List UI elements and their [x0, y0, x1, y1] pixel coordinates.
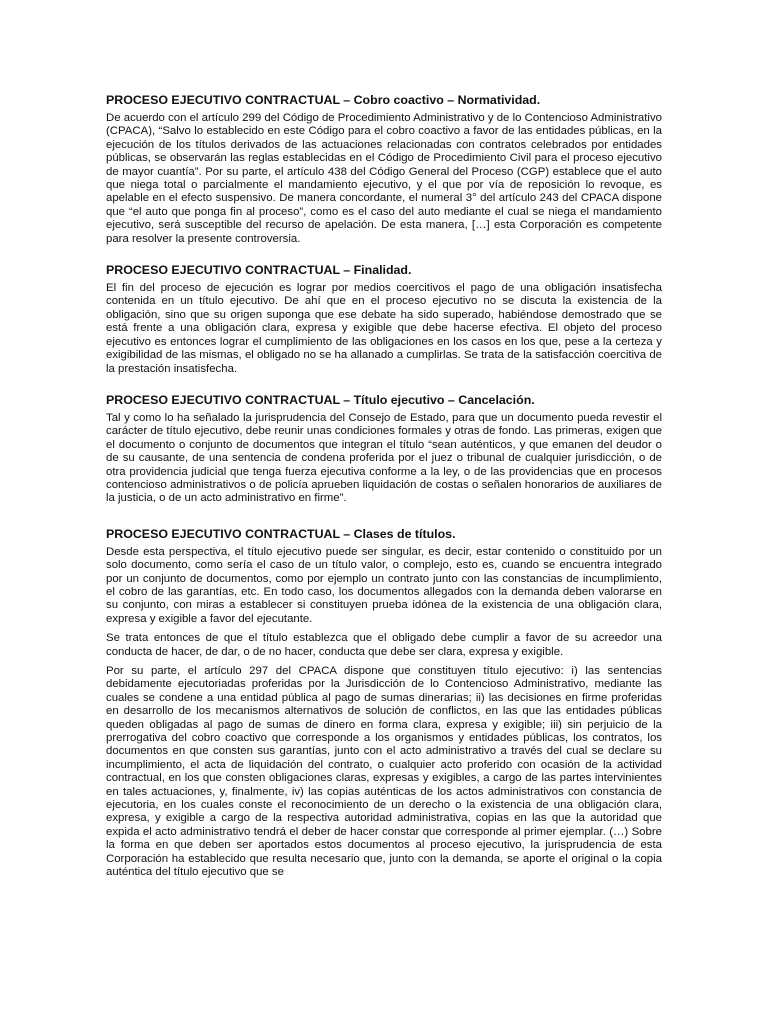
section-heading: PROCESO EJECUTIVO CONTRACTUAL – Finalidad. — [106, 263, 412, 278]
section-clases-de-titulos — [106, 527, 662, 880]
section-heading: PROCESO EJECUTIVO CONTRACTUAL – Cobro coactivo – Normatividad. — [106, 93, 541, 107]
section-paragraph: El fin del proceso de ejecución es lograr por medios coercitivos el pago de una obligación insatisfecha contenida en un título ejecutivo. De ahí que en el proceso ejecutivo no se discuta la existencia de la obligación, sino que su origen suponga que ese debate ha sido superado, habiéndose demostrado que se está frente a una obligación clara, expresa y exigible que debe hacerse efectiva. El objeto del proceso ejecutivo es entonces lograr el cumplimiento de las obligaciones en los casos en los que, pese a la certeza y exigibilidad de las mismas, el obligado no se ha allanado a cumplirlas. Se trata de la satisfacción coercitiva de la prestación insatisfecha. — [106, 282, 662, 375]
section-paragraph: De acuerdo con el artículo 299 del Código de Procedimiento Administrativo y de lo Contencioso Administrativo (CPACA), “Salvo lo establecido en este Código para el cobro coactivo a favor de las entidades públicas, en la ejecución de los títulos derivados de las actuaciones relacionadas con contratos celebrados por entidades públicas, se observarán las reglas establecidas en el Código de Procedimiento Civil para el proceso ejecutivo de mayor cuantía”. Por su parte, el artículo 438 del Código General del Proceso (CGP) establece que el auto que niega total o parcialmente el mandamiento ejecutivo, y el que por vía de reposición lo revoque, es apelable en el efecto suspensivo. De manera concordante, el numeral 3° del artículo 243 del CPACA dispone que “el auto que ponga fin al proceso”, como es el caso del auto mediante el cual se niega el mandamiento ejecutivo, será susceptible del recurso de apelación. De esta manera, […] esta Corporación es competente para resolver la presente controversia. — [106, 112, 662, 245]
section-heading: PROCESO EJECUTIVO CONTRACTUAL – Título ejecutivo – Cancelación. — [106, 392, 535, 407]
section-paragraph: Por su parte, el artículo 297 del CPACA dispone que constituyen título ejecutivo: i) las sentencias debidamente ejecutoriadas proferidas por la Jurisdicción de lo Contencioso Administrativo, mediante las cuales se condene a una entidad pública al pago de sumas dinerarias; ii) las decisiones en firme proferidas en desarrollo de los mecanismos alternativos de solución de conflictos, en las que las entidades públicas queden obligadas al pago de sumas de dinero en forma clara, expresa y exigible; iii) sin perjuicio de la prerrogativa del cobro coactivo que corresponde a los organismos y entidades públicas, los contratos, los documentos en que consten sus garantías, junto con el acto administrativo a través del cual se declare su incumplimiento, el acta de liquidación del contrato, o cualquier acto proferido con ocasión de la actividad contractual, en los que consten obligaciones claras, expresas y exigibles, a cargo de las partes intervinientes en tales actuaciones, y, finalmente, iv) las copias auténticas de los actos administrativos con constancia de ejecutoria, en los cuales conste el reconocimiento de un derecho o la existencia de una obligación clara, expresa, y exigible a cargo de la respectiva autoridad administrativa, copias en las que la autoridad que expida el acto administrativo tendrá el deber de hacer constar que corresponde al primer ejemplar. (…) Sobre la forma en que deben ser aportados estos documentos al proceso ejecutivo, la jurisprudencia de esta Corporación ha establecido que resulta necesario que, junto con la demanda, se aporte el original o la copia auténtica del título ejecutivo que se — [106, 665, 662, 879]
section-finalidad — [106, 263, 662, 376]
section-paragraph: Desde esta perspectiva, el título ejecutivo puede ser singular, es decir, estar contenido o constituido por un solo documento, como sería el caso de un título valor, o complejo, esto es, cuando se encuentra integrado por un conjunto de documentos, como por ejemplo un contrato junto con las constancias de incumplimiento, el cobro de las garantías, etc. En todo caso, los documentos allegados con la demanda deben valorarse en su conjunto, con miras a establecer si constituyen prueba idónea de la existencia de una obligación clara, expresa y exigible a favor del ejecutante. — [106, 545, 662, 625]
section-heading: PROCESO EJECUTIVO CONTRACTUAL – Clases de títulos. — [106, 526, 456, 541]
section-normatividad — [106, 93, 662, 246]
section-paragraph: Tal y como lo ha señalado la jurisprudencia del Consejo de Estado, para que un documento pueda revestir el carácter de título ejecutivo, debe reunir unas condiciones formales y otras de fondo. Las primeras, exigen que el documento o conjunto de documentos que integran el título “sean auténticos, y que emanen del deudor o de su causante, de una sentencia de condena proferida por el juez o tribunal de cualquier jurisdicción, o de otra providencia judicial que tenga fuerza ejecutiva conforme a la ley, o de las providencias que en procesos contencioso administrativos o de policía aprueben liquidación de costas o señalen honorarios de auxiliares de la justicia, o de un acto administrativo en firme”. — [106, 411, 662, 505]
section-titulo-ejecutivo — [106, 393, 662, 506]
section-paragraph: Se trata entonces de que el título establezca que el obligado debe cumplir a favor de su acreedor una conducta de hacer, de dar, o de no hacer, conducta que debe ser clara, expresa y exigible. — [106, 632, 662, 658]
document-page — [106, 93, 662, 897]
